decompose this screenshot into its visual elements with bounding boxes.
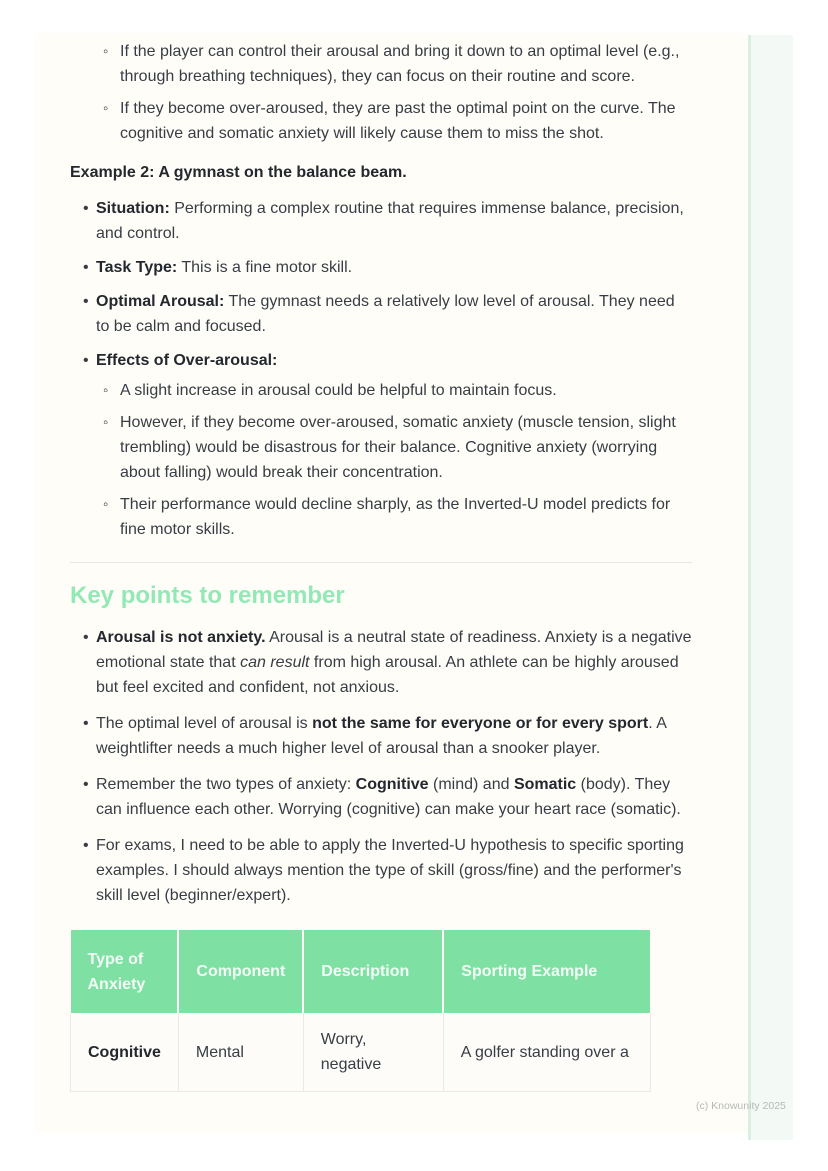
section-divider xyxy=(70,562,692,563)
anxiety-types-table xyxy=(70,930,651,1092)
bullet-text: Remember the two types of anxiety: xyxy=(96,776,356,793)
key-points-bullet-list xyxy=(70,625,692,908)
bullet-text: However, if they become over-aroused, somatic anxiety (muscle tension, slight trembling) would be disastrous for their balance. Cognitive anxiety (worrying about falling) would break their concentration. xyxy=(120,414,676,481)
column-header-sporting-example: Sporting Example xyxy=(443,930,650,1013)
column-header-type-of-anxiety: Type of Anxiety xyxy=(71,930,179,1013)
list-item xyxy=(96,39,692,89)
over-arousal-sub-bullet-list xyxy=(96,378,692,542)
bullet-lead: Task Type: xyxy=(96,259,178,276)
bullet-text: Arousal is a neutral state of readiness. Anxiety is a negative emotional state that xyxy=(96,629,692,671)
list-item xyxy=(96,96,692,146)
bullet-bold-text: not the same for everyone or for every sport xyxy=(312,715,649,732)
bullet-lead: Effects of Over-arousal: xyxy=(96,352,278,369)
bullet-text: from high arousal. An athlete can be highly aroused but feel excited and confident, not anxious. xyxy=(96,654,679,696)
table-header-row xyxy=(71,930,651,1013)
bullet-text: If they become over-aroused, they are past the optimal point on the curve. The cognitive and somatic anxiety will likely cause them to miss the shot. xyxy=(120,100,676,142)
bullet-text: . A weightlifter needs a much higher level of arousal than a snooker player. xyxy=(96,715,667,757)
list-item xyxy=(70,289,692,339)
example-2-heading: Example 2: A gymnast on the balance beam. xyxy=(70,164,407,181)
bullet-text: (body). They can influence each other. Worrying (cognitive) can make your heart race (somatic). xyxy=(96,776,681,818)
knowunity-watermark: (c) Knowunity 2025 xyxy=(696,1100,786,1112)
table-cell: Worry, negative xyxy=(303,1013,443,1092)
bullet-lead: Optimal Arousal: xyxy=(96,293,225,310)
bullet-lead: Arousal is not anxiety. xyxy=(96,629,266,646)
bullet-text: If the player can control their arousal and bring it down to an optimal level (e.g., through breathing techniques), they can focus on their routine and score. xyxy=(120,43,680,85)
key-points-heading: Key points to remember xyxy=(70,582,345,609)
bullet-text: The gymnast needs a relatively low level of arousal. They need to be calm and focused. xyxy=(96,293,675,335)
bullet-text: Performing a complex routine that requires immense balance, precision, and control. xyxy=(96,200,684,242)
table-cell: Cognitive xyxy=(71,1013,179,1092)
list-item xyxy=(70,772,692,822)
list-item xyxy=(70,625,692,700)
table-cell: A golfer standing over a xyxy=(443,1013,650,1092)
bullet-text: Their performance would decline sharply, as the Inverted-U model predicts for fine motor skills. xyxy=(120,496,671,538)
bullet-text: This is a fine motor skill. xyxy=(177,259,353,276)
bullet-bold-text: Cognitive xyxy=(355,776,429,793)
bullet-bold-text: Somatic xyxy=(513,776,577,793)
bullet-text: A slight increase in arousal could be helpful to maintain focus. xyxy=(120,382,557,399)
list-item xyxy=(96,378,692,403)
intro-sub-bullet-list xyxy=(96,39,692,146)
list-item xyxy=(70,255,692,280)
page-edge-green-strip xyxy=(748,35,793,1140)
list-item xyxy=(70,348,692,542)
list-item xyxy=(70,196,692,246)
bullet-text: (mind) and xyxy=(428,776,514,793)
bullet-lead: Situation: xyxy=(96,200,170,217)
list-item xyxy=(96,410,692,485)
column-header-component: Component xyxy=(178,930,303,1013)
list-item xyxy=(70,711,692,761)
table-row xyxy=(71,1013,651,1092)
bullet-text: The optimal level of arousal is xyxy=(96,715,313,732)
document-page xyxy=(35,33,750,1133)
table-cell: Mental xyxy=(178,1013,303,1092)
list-item xyxy=(70,833,692,908)
column-header-description: Description xyxy=(303,930,443,1013)
bullet-text: For exams, I need to be able to apply the Inverted-U hypothesis to specific sporting examples. I should always mention the type of skill (gross/fine) and the performer's skill level (beginner/expert). xyxy=(96,837,684,904)
example-2-bullet-list xyxy=(70,196,692,542)
list-item xyxy=(96,492,692,542)
bullet-italic-text: can result xyxy=(240,654,310,671)
